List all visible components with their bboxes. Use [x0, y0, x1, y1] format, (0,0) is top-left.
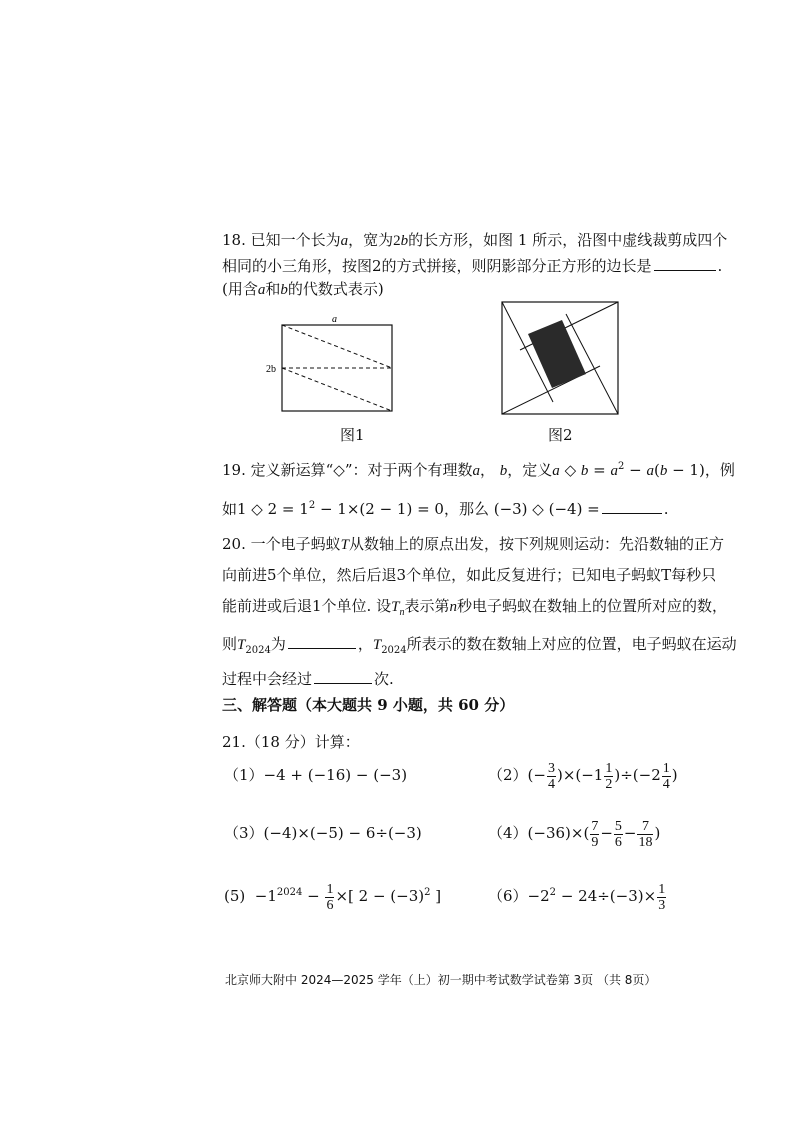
- fig1-label-2b: 2b: [266, 364, 276, 375]
- fig1-label-a: a: [332, 314, 337, 325]
- q20-line5-pre: 过程中会经过: [222, 670, 313, 688]
- q19-line2: 如1 ◇ $2 = 1^2 - 1\times(2 - 1) = 0$，那么 (−3) ◇ (−4) = .: [222, 500, 669, 518]
- q20-line2-text: 向前进5个单位，然后后退3个单位，如此反复进行；已知电子蚂蚁T每秒只: [222, 566, 717, 584]
- section3-title: 三、解答题（本大题共 9 小题，共 60 分）: [222, 696, 515, 714]
- q19-answer-blank[interactable]: [602, 499, 662, 514]
- q21-part3: （3）(−4)×(−5) − 6÷(−3): [224, 824, 422, 842]
- q18-line1: 18. 已知一个长为a，宽为2b的长方形，如图 1 所示，沿图中虚线裁剪成四个: [222, 231, 728, 249]
- q21-part6: $(6)-2^2 - 24\div(-3)\times$ $\frac{1}{3}$: [488, 881, 666, 913]
- q21-part5: $(5) -1^{2024}$ − $\frac{1}{6}$ ×[ $2 - (-3)^2$ ]: [224, 881, 442, 913]
- q21-part4-label: （4）: [488, 824, 528, 842]
- q20-line5: [222, 669, 394, 688]
- q21-part6-label: （6）: [488, 887, 528, 905]
- q20-line1: 20. 一个电子蚂蚁T从数轴上的原点出发，按下列规则运动：先沿数轴的正方: [222, 535, 724, 553]
- q20-answer-blank-2[interactable]: [314, 669, 372, 684]
- q21-title: 21.（18 分）计算：: [222, 733, 360, 751]
- page-footer: 北京师大附中 2024—2025 学年（上）初一期中考试数学试卷第 3页 （共 8页）: [225, 973, 657, 987]
- q21-part4: （4）(−36)×( $\frac{7}{9}$ − $\frac{5}{6}$ − $\frac{7}{18}$ ): [488, 818, 661, 850]
- q18-line2-text: 相同的小三角形，按图2的方式拼接，则阴影部分正方形的边长是: [222, 257, 652, 275]
- q19-line1: 19. 定义新运算“◇”：对于两个有理数a， b，定义a ◇ $b = a^2 - a(b - 1)$，例: [222, 461, 735, 479]
- q20-line5-post: 次.: [374, 670, 394, 688]
- q20-answer-blank-1[interactable]: [288, 634, 356, 649]
- fig2-caption: 图2: [548, 426, 573, 444]
- q18-line2: 相同的小三角形，按图2的方式拼接，则阴影部分正方形的边长是 .: [222, 257, 723, 275]
- fig1-caption: 图1: [340, 426, 365, 444]
- q18-line3: (用含a和b的代数式表示): [222, 280, 384, 298]
- q21-part5-label: (5): [224, 887, 246, 905]
- q18-answer-blank[interactable]: [654, 256, 716, 271]
- q21-part1: （1）−4 + (−16) − (−3): [224, 766, 408, 784]
- figure-2-square: [498, 298, 622, 418]
- q20-line3: 能前进或后退1个单位. 设$T_n$表示第n秒电子蚂蚁在数轴上的位置所对应的数，: [222, 597, 727, 618]
- q21-part2-label: （2）: [488, 766, 528, 784]
- q21-part2: （2）(− $\frac{3}{4}$ )×(−1 $\frac{1}{2}$ )÷(−2 $\frac{1}{4}$ ): [488, 760, 678, 792]
- figure-1-rectangle: [262, 312, 402, 418]
- q20-line2: [222, 566, 716, 584]
- q20-line4: 则$T_{2024}$为 ，$T_{2024}$所表示的数在数轴上对应的位置，电子蚂蚁在运动: [222, 635, 737, 656]
- shaded-square: [528, 320, 586, 388]
